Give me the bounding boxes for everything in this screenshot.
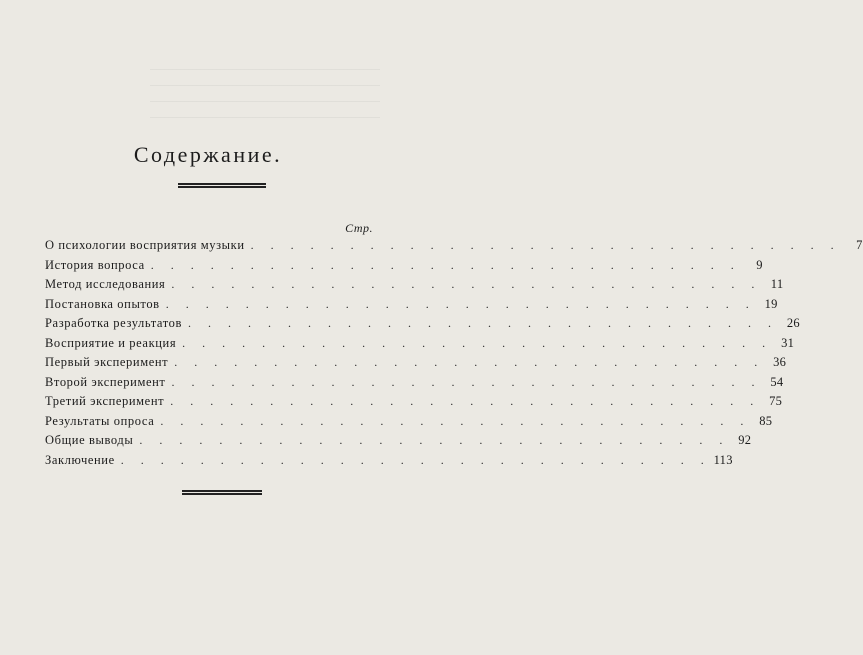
toc-entry-page: 36 [773,355,787,369]
toc-entry-label: Заключение [45,452,115,467]
toc-leader-dots: . . . . . . . . . . . . . . . . . . . . . . . . . . . . . . [182,335,773,350]
bleed-through-texture [150,66,380,126]
toc-entry-label: Разработка результатов [45,316,182,330]
toc-entry-label: О психологии восприятия музыки [45,238,245,252]
toc-entry-page: 7 [856,238,863,252]
toc-entry [45,413,773,434]
toc-entry-label: История вопроса [45,257,145,272]
toc-entry [45,238,863,258]
toc-entry [45,355,787,375]
toc-leader-dots: . . . . . . . . . . . . . . . . . . . . . . . . . . . . . . [171,277,762,291]
toc-leader-dots: . . . . . . . . . . . . . . . . . . . . . . . . . . . . . . [120,452,711,467]
toc-entry-label: Восприятие и реакция [45,335,177,350]
toc-entry-label: Постановка опытов [45,296,160,311]
closing-rule [182,490,262,495]
table-of-contents [45,238,863,472]
toc-leader-dots: . . . . . . . . . . . . . . . . . . . . . . . . . . . . . . [171,374,762,389]
toc-entry-page: 92 [738,433,752,447]
page-column-header: Стр. [345,221,373,235]
toc-entry [45,277,784,297]
toc-entry-page: 54 [770,374,784,389]
toc-entry-label: Результаты опроса [45,413,155,428]
toc-entry-page: 11 [770,277,784,291]
toc-leader-dots: . . . . . . . . . . . . . . . . . . . . . . . . . . . . . . [160,413,751,428]
toc-leader-dots: . . . . . . . . . . . . . . . . . . . . . . . . . . . . . . [187,316,778,330]
toc-leader-dots: . . . . . . . . . . . . . . . . . . . . . . . . . . . . . . [170,394,761,408]
toc-entry [45,335,795,356]
toc-entry-page: 26 [786,316,800,330]
toc-entry-page: 113 [713,452,733,467]
toc-leader-dots: . . . . . . . . . . . . . . . . . . . . . . . . . . . . . . [250,238,841,252]
toc-leader-dots: . . . . . . . . . . . . . . . . . . . . . . . . . . . . . . [165,296,756,311]
toc-entry [45,452,733,473]
toc-entry-label: Третий эксперимент [45,394,165,408]
toc-entry [45,296,778,317]
toc-entry-page: 31 [781,335,795,350]
toc-leader-dots: . . . . . . . . . . . . . . . . . . . . . . . . . . . . . . [150,257,741,272]
toc-entry [45,394,783,414]
toc-entry-label: Общие выводы [45,433,134,447]
page-title: Содержание. [133,142,283,167]
title-underline [178,183,266,188]
toc-entry-label: Второй эксперимент [45,374,166,389]
toc-entry [45,257,763,278]
toc-entry [45,374,784,395]
toc-entry-page: 19 [764,296,778,311]
toc-entry-label: Метод исследования [45,277,166,291]
toc-leader-dots: . . . . . . . . . . . . . . . . . . . . . . . . . . . . . . [174,355,765,369]
toc-entry-page: 75 [769,394,783,408]
toc-leader-dots: . . . . . . . . . . . . . . . . . . . . . . . . . . . . . . [139,433,730,447]
toc-entry-label: Первый эксперимент [45,355,169,369]
toc-entry-page: 9 [756,257,763,272]
toc-entry [45,316,800,336]
toc-entry-page: 85 [759,413,773,428]
toc-entry [45,433,752,453]
